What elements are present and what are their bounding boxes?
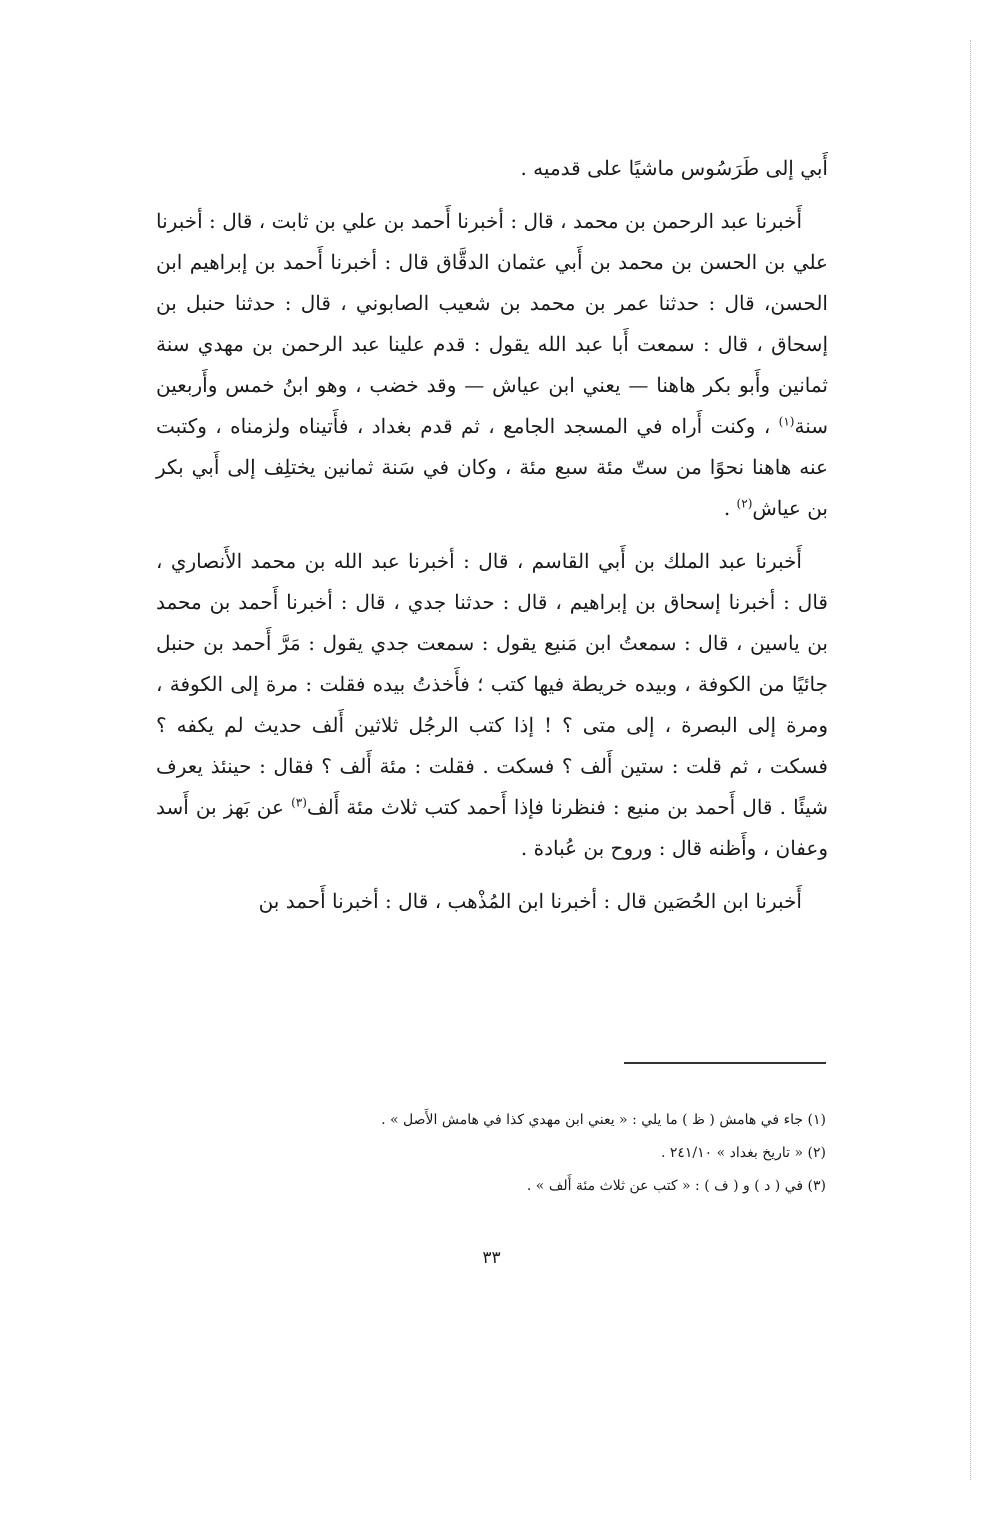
footnotes <box>156 1104 826 1203</box>
footnote-ref-1: (١) <box>778 414 795 429</box>
paragraph-2 <box>156 201 828 529</box>
footnote-ref-2: (٢) <box>736 496 753 511</box>
main-text <box>156 148 828 934</box>
paragraph-3-tail: عن بَهز بن أَسد وعفان ، وأَظنه قال : وروح بن عُبادة . <box>156 795 828 860</box>
paragraph-3-text: أَخبرنا عبد الملك بن أَبي القاسم ، قال : أخبرنا عبد الله بن محمد الأَنصاري ، قال : أخبرنا إسحاق بن إبراهيم ، قال : حدثنا جدي ، قال : أخبرنا أَحمد بن محمد بن ياسين ، قال : سمعتُ ابن مَنيع يقول : سمعت جدي يقول : مَرَّ أَحمد بن حنبل جائيًا من الكوفة ، وبيده خريطة فيها كتب ؛ فأَخذتُ بيده فقلت : مرة إلى الكوفة ، ومرة إلى البصرة ، إلى متى ؟ ! إذا كتب الرجُل ثلاثين أَلف حديث لم يكفه ؟ فسكت ، ثم قلت : ستين أَلف ؟ فسكت . فقلت : مئة أَلف ؟ فقال : حينئذ يعرف شيئًا . قال أَحمد بن منيع : فنظرنا فإذا أَحمد كتب ثلاث مئة أَلف <box>156 549 828 819</box>
paragraph-2-end: . <box>723 496 737 520</box>
paragraph-4-text: أَخبرنا ابن الحُصَين قال : أخبرنا ابن المُذْهب ، قال : أخبرنا أَحمد بن <box>258 889 802 913</box>
paragraph-4 <box>156 881 828 922</box>
page-number: ٣٣ <box>482 1248 501 1268</box>
footnote-separator <box>624 1062 826 1064</box>
footnote-2: (٢) « تاريخ بغداد » ٢٤١/١٠ . <box>660 1145 826 1161</box>
paragraph-2-text: أَخبرنا عبد الرحمن بن محمد ، قال : أخبرنا أَحمد بن علي بن ثابت ، قال : أخبرنا علي بن الحسن بن محمد بن أَبي عثمان الدقَّاق قال : أخبرنا أَحمد بن إبراهيم ابن الحسن، قال : حدثنا عمر بن محمد بن شعيب الصابوني ، قال : حدثنا حنبل بن إسحاق ، قال : سمعت أَبا عبد الله يقول : قدم علينا عبد الرحمن بن مهدي سنة ثمانين وأَبو بكر هاهنا — يعني ابن عياش — وقد خضب ، وهو ابنُ خمس وأَربعين سنة <box>156 209 828 438</box>
footnote-3: (٣) في ( د ) و ( ف ) : « كتب عن ثلاث مئة أَلف » . <box>526 1178 826 1194</box>
paragraph-3 <box>156 541 828 869</box>
paragraph-2-tail: ، وكنت أَراه في المسجد الجامع ، ثم قدم بغداد ، فأَتيناه ولزمناه ، وكتبت عنه هاهنا نحوًا من ستّ مئة سبع مئة ، وكان في سَنة ثمانين يختلِف إلى أَبي بكر بن عياش <box>156 414 828 520</box>
footnote-ref-3: (٣) <box>291 795 307 810</box>
footnote-1: (١) جاء في هامش ( ظ ) ما يلي : « يعني ابن مهدي كذا في هامش الأَصل » . <box>381 1112 826 1128</box>
paragraph-1-text: أَبي إلى طَرَسُوس ماشيًا على قدميه . <box>520 156 828 180</box>
paragraph-1 <box>156 148 828 189</box>
